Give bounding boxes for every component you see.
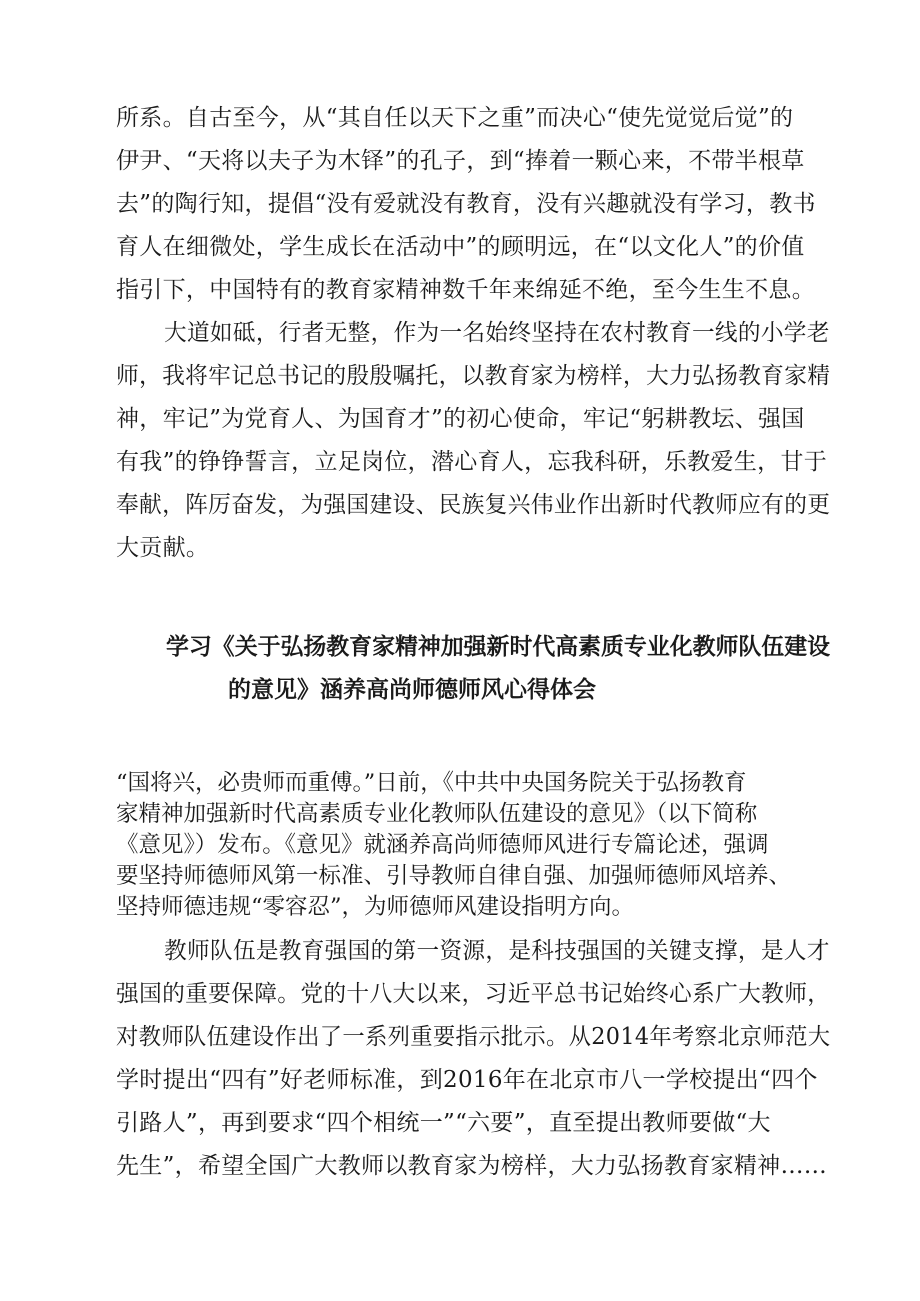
text-line: 对教师队伍建设作出了一系列重要指示批示。从2014年考察北京师范大 xyxy=(116,1024,831,1050)
text-line: 坚持师德违规“零容忍”，为师德师风建设指明方向。 xyxy=(116,894,635,920)
text-line: 指引下，中国特有的教育家精神数千年来绵延不绝，至今生生不息。 xyxy=(116,277,815,303)
text-line: 先生”，希望全国广大教师以教育家为榜样，大力弘扬教育家精神…… xyxy=(116,1153,828,1179)
text-line: 强国的重要保障。党的十八大以来，习近平总书记始终心系广大教师， xyxy=(116,981,831,1007)
text-line: 引路人”，再到要求“四个相统一”“六要”，直至提出教师要做“大 xyxy=(116,1110,771,1136)
text-line: 有我”的铮铮誓言，立足岗位，潜心育人，忘我科研，乐教爱生，甘于 xyxy=(116,449,828,475)
text-line: 学时提出“四有”好老师标准，到2016年在北京市八一学校提出“四个 xyxy=(116,1067,818,1093)
text-line: 神，牢记”为党育人、为国育才”的初心使命，牢记“躬耕教坛、强国 xyxy=(116,406,805,432)
text-line: 大道如砥，行者无整，作为一名始终坚持在农村教育一线的小学老 xyxy=(164,320,830,346)
text-line: 伊尹、“天将以夫子为木铎”的孔子，到“捧着一颗心来，不带半根草 xyxy=(116,148,805,174)
text-line: 去”的陶行知，提倡“没有爱就没有教育，没有兴趣就没有学习，教书 xyxy=(116,191,816,217)
title-line-2: 的意见》涵养高尚师德师风心得体会 xyxy=(228,677,596,703)
text-line: 家精神加强新时代高素质专业化教师队伍建设的意见》（以下简称 xyxy=(116,801,758,827)
text-line: 教师队伍是教育强国的第一资源，是科技强国的关键支撑，是人才 xyxy=(164,938,830,964)
text-line: 育人在细微处，学生成长在活动中”的顾明远，在“以文化人”的价值 xyxy=(116,234,805,260)
text-line: 要坚持师德师风第一标准、引导教师自律自强、加强师德师风培养、 xyxy=(116,863,792,889)
text-line: 《意见》）发布。《意见》就涵养高尚师德师风进行专篇论述，强调 xyxy=(116,832,769,858)
text-line: 师，我将牢记总书记的殷殷嘱托，以教育家为榜样，大力弘扬教育家精 xyxy=(116,363,831,389)
text-line: 所系。自古至今，从“其自任以天下之重”而决心“使先觉觉后觉”的 xyxy=(116,105,794,131)
text-line: 奉献，阵厉奋发，为强国建设、民族复兴伟业作出新时代教师应有的更 xyxy=(116,492,831,518)
text-line: 大贡献。 xyxy=(116,535,210,561)
text-line: “国将兴，必贵师而重傅。”日前，《中共中央国务院关于弘扬教育 xyxy=(116,770,747,796)
title-line-1: 学习《关于弘扬教育家精神加强新时代高素质专业化教师队伍建设 xyxy=(166,634,830,660)
